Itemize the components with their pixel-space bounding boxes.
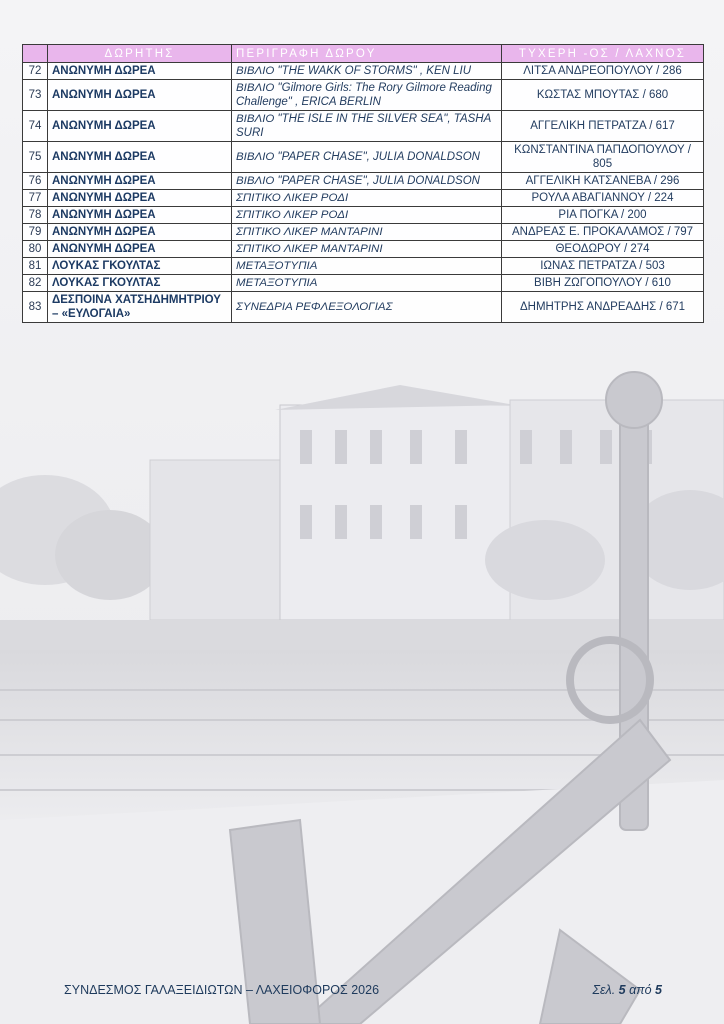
row-number: 73 (23, 80, 48, 111)
page-current: 5 (618, 983, 626, 997)
page-total: 5 (655, 983, 662, 997)
row-donor: ΑΝΩΝΥΜΗ ΔΩΡΕΑ (48, 63, 232, 80)
row-description: ΣΠΙΤΙΚΟ ΛΙΚΕΡ ΡΟΔΙ (232, 207, 502, 224)
row-description: ΜΕΤΑΞΟΤΥΠΙΑ (232, 258, 502, 275)
row-number: 76 (23, 173, 48, 190)
table-row (23, 190, 704, 207)
header-winner: ΤΥΧΕΡΗ -ΟΣ / ΛΑΧΝΟΣ (502, 45, 704, 63)
row-number: 77 (23, 190, 48, 207)
table-row (23, 241, 704, 258)
row-description: ΜΕΤΑΞΟΤΥΠΙΑ (232, 275, 502, 292)
table-row (23, 80, 704, 111)
row-winner: ΚΩΝΣΤΑΝΤΙΝΑ ΠΑΠΔΟΠΟΥΛΟΥ / 805 (502, 142, 704, 173)
row-number: 80 (23, 241, 48, 258)
row-number: 75 (23, 142, 48, 173)
row-winner: ΑΓΓΕΛΙΚΗ ΠΕΤΡΑΤΖΑ / 617 (502, 111, 704, 142)
footer-organization: ΣΥΝΔΕΣΜΟΣ ΓΑΛΑΞΕΙΔΙΩΤΩΝ – ΛΑΧΕΙΟΦΟΡΟΣ 2026 (64, 983, 380, 997)
row-description: ΒΙΒΛΙΟ "THE WAKK OF STORMS" , KEN LIU (232, 63, 502, 80)
header-number (23, 45, 48, 63)
row-number: 74 (23, 111, 48, 142)
row-donor: ΛΟΥΚΑΣ ΓΚΟΥΛΤΑΣ (48, 275, 232, 292)
row-winner: ΑΝΔΡΕΑΣ Ε. ΠΡΟΚΑΛΑΜΟΣ / 797 (502, 224, 704, 241)
row-donor: ΑΝΩΝΥΜΗ ΔΩΡΕΑ (48, 80, 232, 111)
row-winner: ΒΙΒΗ ΖΩΓΟΠΟΥΛΟΥ / 610 (502, 275, 704, 292)
page-prefix: Σελ. (592, 983, 616, 997)
row-description: ΣΠΙΤΙΚΟ ΛΙΚΕΡ ΜΑΝΤΑΡΙΝΙ (232, 241, 502, 258)
row-donor: ΑΝΩΝΥΜΗ ΔΩΡΕΑ (48, 111, 232, 142)
row-number: 81 (23, 258, 48, 275)
row-number: 78 (23, 207, 48, 224)
row-description: ΒΙΒΛΙΟ "PAPER CHASE", JULIA DONALDSON (232, 142, 502, 173)
row-donor: ΑΝΩΝΥΜΗ ΔΩΡΕΑ (48, 142, 232, 173)
table-header-row (23, 45, 704, 63)
header-donor: ΔΩΡΗΤΗΣ (48, 45, 232, 63)
row-donor: ΑΝΩΝΥΜΗ ΔΩΡΕΑ (48, 190, 232, 207)
row-number: 79 (23, 224, 48, 241)
prize-table (22, 44, 704, 323)
row-donor: ΛΟΥΚΑΣ ΓΚΟΥΛΤΑΣ (48, 258, 232, 275)
row-number: 72 (23, 63, 48, 80)
table-row (23, 63, 704, 80)
table-row (23, 292, 704, 323)
row-number: 83 (23, 292, 48, 323)
table-row (23, 142, 704, 173)
footer-page-number (593, 983, 662, 997)
row-winner: ΡΟΥΛΑ ΑΒΑΓΙΑΝΝΟΥ / 224 (502, 190, 704, 207)
table-row (23, 224, 704, 241)
row-donor: ΑΝΩΝΥΜΗ ΔΩΡΕΑ (48, 207, 232, 224)
row-donor: ΑΝΩΝΥΜΗ ΔΩΡΕΑ (48, 224, 232, 241)
row-winner: ΘΕΟΔΩΡΟΥ / 274 (502, 241, 704, 258)
header-description: ΠΕΡΙΓΡΑΦΗ ΔΩΡΟΥ (232, 45, 502, 63)
row-number: 82 (23, 275, 48, 292)
row-winner: ΙΩΝΑΣ ΠΕΤΡΑΤΖΑ / 503 (502, 258, 704, 275)
table-row (23, 111, 704, 142)
row-winner: ΡΙΑ ΠΟΓΚΑ / 200 (502, 207, 704, 224)
row-description: ΣΥΝΕΔΡΙΑ ΡΕΦΛΕΞΟΛΟΓΙΑΣ (232, 292, 502, 323)
row-description: ΣΠΙΤΙΚΟ ΛΙΚΕΡ ΜΑΝΤΑΡΙΝΙ (232, 224, 502, 241)
row-description: ΒΙΒΛΙΟ "THE ISLE IN THE SILVER SEA", TASHA SURI (232, 111, 502, 142)
table-row (23, 173, 704, 190)
row-winner: ΚΩΣΤΑΣ ΜΠΟΥΤΑΣ / 680 (502, 80, 704, 111)
row-donor: ΑΝΩΝΥΜΗ ΔΩΡΕΑ (48, 173, 232, 190)
row-description: ΒΙΒΛΙΟ "Gilmore Girls: The Rory Gilmore Reading Challenge" , ERICA BERLIN (232, 80, 502, 111)
row-winner: ΔΗΜΗΤΡΗΣ ΑΝΔΡΕΑΔΗΣ / 671 (502, 292, 704, 323)
page-of: από (629, 983, 652, 997)
row-description: ΣΠΙΤΙΚΟ ΛΙΚΕΡ ΡΟΔΙ (232, 190, 502, 207)
row-winner: ΑΓΓΕΛΙΚΗ ΚΑΤΣΑΝΕΒΑ / 296 (502, 173, 704, 190)
row-description: ΒΙΒΛΙΟ "PAPER CHASE", JULIA DONALDSON (232, 173, 502, 190)
table-row (23, 275, 704, 292)
row-donor: ΔΕΣΠΟΙΝΑ ΧΑΤΣΗΔΗΜΗΤΡΙΟΥ – «ΕΥΛΟΓΑΙΑ» (48, 292, 232, 323)
row-winner: ΛΙΤΣΑ ΑΝΔΡΕΟΠΟΥΛΟΥ / 286 (502, 63, 704, 80)
row-donor: ΑΝΩΝΥΜΗ ΔΩΡΕΑ (48, 241, 232, 258)
prize-table-container (22, 44, 703, 323)
table-row (23, 207, 704, 224)
table-row (23, 258, 704, 275)
